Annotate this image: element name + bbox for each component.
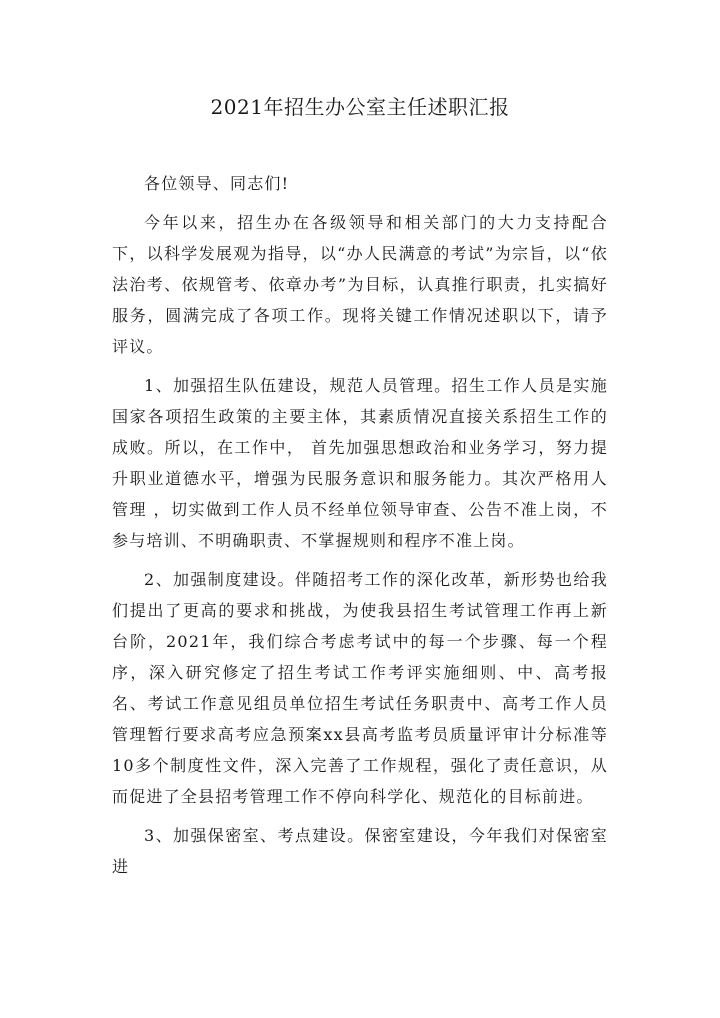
document-body (112, 168, 608, 882)
paragraph-3-confidential-room: 3、加强保密室、考点建设。保密室建设，今年我们对保密室进 (112, 826, 608, 876)
salutation: 各位领导、同志们! (144, 174, 290, 193)
paragraph-2-system-building: 2、加强制度建设。伴随招考工作的深化改革，新形势也给我们提出了更高的要求和挑战，为使我县招生考试管理工作再上新台阶，2021年，我们综合考虑考试中的每一个步骤、每一个程序，深入研究修定了招生考试工作考评实施细则、中、高考报名、考试工作意见组员单位招生考试任务职责中、高考工作人员管理暂行要求高考应急预案xx县高考监考员质量评审计分标准等10多个制度性文件，深入完善了工作规程，强化了责任意识，从而促进了全县招考管理工作不停向科学化、规范化的目标前进。 (112, 570, 608, 806)
paragraph-1-team-building: 1、加强招生队伍建设，规范人员管理。招生工作人员是实施国家各项招生政策的主要主体，其素质情况直接关系招生工作的成败。所以，在工作中， 首先加强思想政治和业务学习，努力提升职业道德水平，增强为民服务意识和服务能力。其次严格用人管理 ，切实做到工作人员不经单位领导审查、公告不准上岗，不参与培训、不明确职责、不掌握规则和程序不准上岗。 (112, 376, 608, 550)
paragraph-intro: 今年以来，招生办在各级领导和相关部门的大力支持配合下，以科学发展观为指导，以“办人民满意的考试”为宗旨，以“依法治考、依规管考、依章办考”为目标，认真推行职责，扎实搞好服务，圆满完成了各项工作。现将关键工作情况述职以下，请予评议。 (112, 213, 608, 356)
document-title: 2021年招生办公室主任述职汇报 (210, 95, 510, 119)
